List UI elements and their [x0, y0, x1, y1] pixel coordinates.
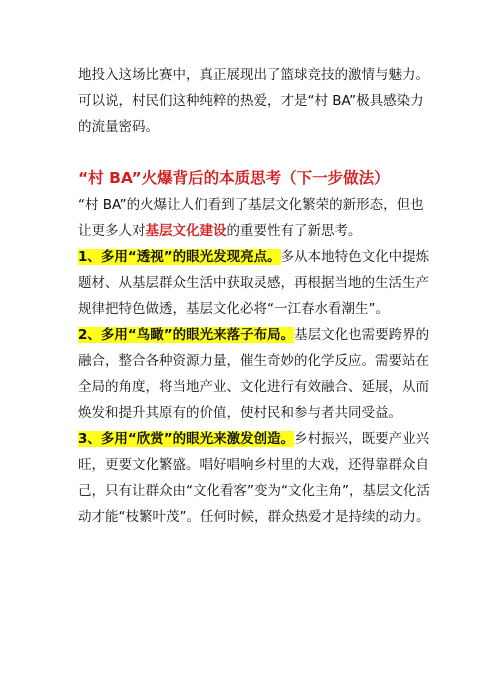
point-1-body: 多从本地特色文化中提炼题材、从基层群众生活中获取灵感，再根据当地的生活生产规律把特色做透，基层文化必将“一江春水看潮生”。: [78, 249, 430, 317]
section-intro-before: “村 BA”的火爆让人们看到了基层文化繁荣的新形态，但也让更多人对: [78, 197, 424, 239]
section-title: “村 BA”火爆背后的本质思考（下一步做法）: [78, 169, 390, 187]
point-1: [78, 244, 430, 322]
point-3-body: 乡村振兴，既要产业兴旺，更要文化繁盛。唱好唱响乡村里的大戏，还得靠群众自己，只有让群众由“文化看客”变为“文化主角”，基层文化活动才能“枝繁叶茂”。任何时候，群众热爱才是持续的动力。: [78, 431, 430, 525]
intro-text: 地投入这场比赛中，真正展现出了篮球竞技的激情与魅力。可以说，村民们这种纯粹的热爱，才是“村 BA”极具感染力的流量密码。: [78, 67, 429, 135]
point-3: [78, 426, 430, 530]
section-intro-after: 的重要性有了新思考。: [226, 223, 362, 239]
point-1-heading: 1、多用“透视”的眼光发现亮点。: [78, 249, 281, 265]
intro-paragraph: [78, 62, 430, 140]
section-intro: [78, 192, 430, 244]
point-2-heading: 2、多用“鸟瞰”的眼光来落子布局。: [78, 327, 295, 343]
point-2-body: 基层文化也需要跨界的融合，整合各种资源力量，催生奇妙的化学反应。需要站在全局的角度，将当地产业、文化进行有效融合、延展，从而焕发和提升其原有的价值，使村民和参与者共同受益。: [78, 327, 430, 421]
point-2: [78, 322, 430, 426]
section-intro-highlight: 基层文化建设: [145, 223, 227, 239]
point-3-heading: 3、多用“欣赏”的眼光来激发创造。: [78, 431, 295, 447]
